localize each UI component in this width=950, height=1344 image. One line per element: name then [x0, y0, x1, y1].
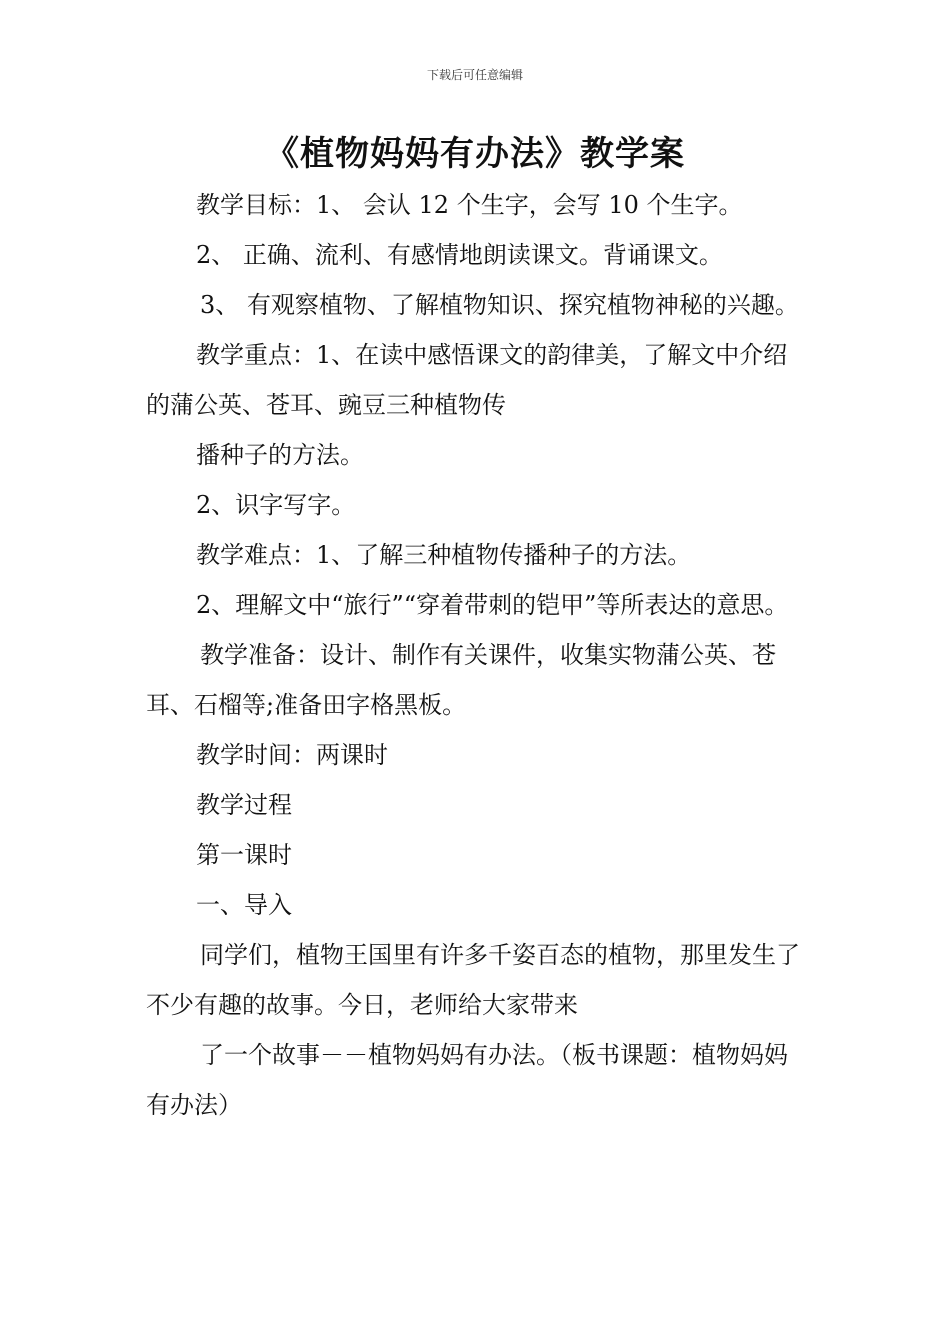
paragraph: 了一个故事－－植物妈妈有办法。（板书课题：植物妈妈有办法）	[146, 1041, 788, 1119]
header-note: 下载后可任意编辑	[426, 68, 523, 82]
document-body	[146, 180, 810, 1130]
paragraph: 教学重点：1、在读中感悟课文的韵律美，了解文中介绍的蒲公英、苍耳、豌豆三种植物传	[146, 341, 788, 419]
paragraph: 教学过程	[196, 791, 292, 819]
paragraph: 3、 有观察植物、了解植物知识、探究植物神秘的兴趣。	[200, 291, 799, 319]
paragraph: 播种子的方法。	[196, 441, 364, 469]
paragraph: 教学目标：1、 会认 12 个生字，会写 10 个生字。	[196, 191, 743, 219]
paragraph: 一、导入	[196, 891, 292, 919]
paragraph: 同学们，植物王国里有许多千姿百态的植物，那里发生了不少有趣的故事。今日，老师给大家带来	[146, 941, 800, 1019]
paragraph: 教学准备：设计、制作有关课件，收集实物蒲公英、苍耳、石榴等;准备田字格黑板。	[146, 641, 776, 719]
paragraph: 第一课时	[196, 841, 292, 869]
paragraph: 教学难点：1、了解三种植物传播种子的方法。	[196, 541, 692, 569]
paragraph: 2、识字写字。	[196, 491, 356, 519]
paragraph: 2、 正确、流利、有感情地朗读课文。背诵课文。	[196, 241, 723, 269]
document-title: 《植物妈妈有办法》教学案	[265, 134, 685, 174]
paragraph: 教学时间：两课时	[196, 741, 388, 769]
paragraph: 2、理解文中“旅行”“穿着带刺的铠甲”等所表达的意思。	[196, 591, 789, 619]
